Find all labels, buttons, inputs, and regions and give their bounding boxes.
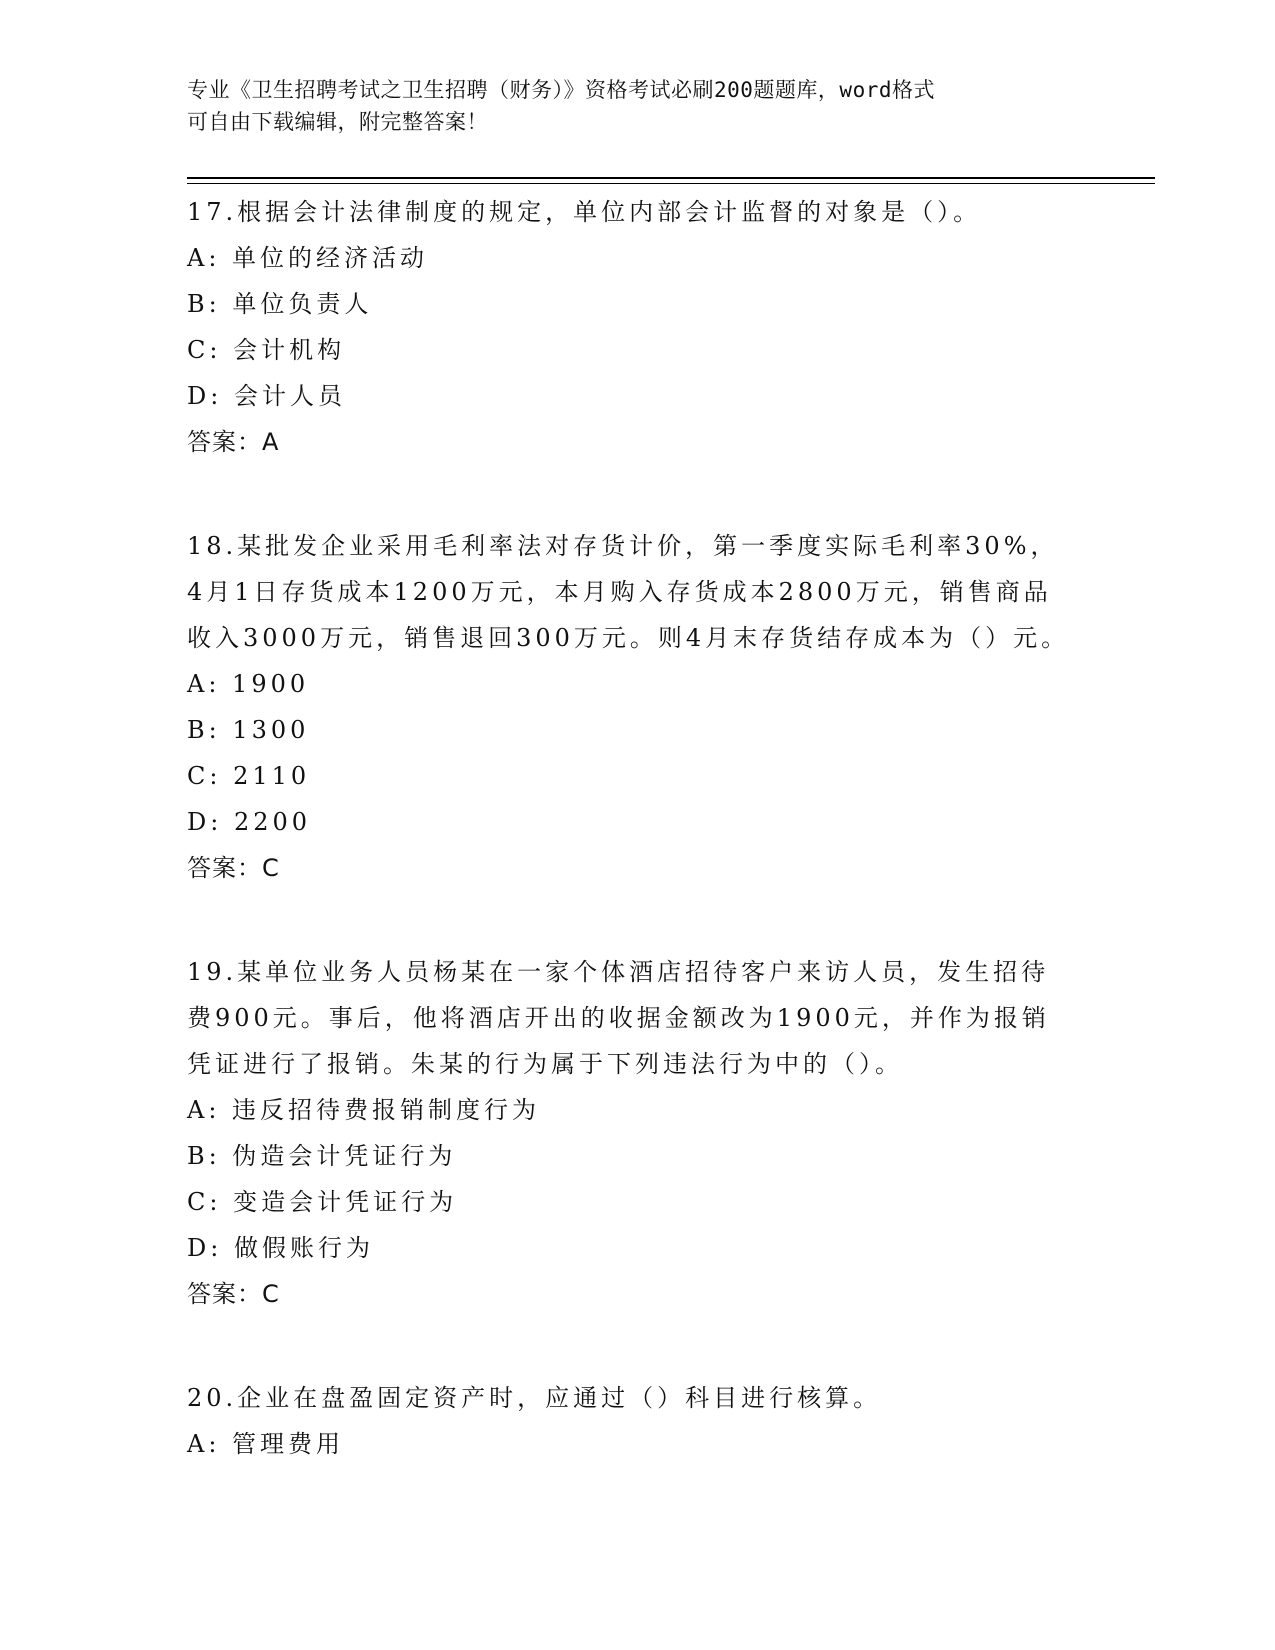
answer: 答案：C [187, 1280, 280, 1308]
answer: 答案：C [187, 854, 280, 882]
option-c: C: 变造会计凭证行为 [187, 1188, 458, 1216]
option-d: D: 2200 [187, 808, 312, 836]
option-a: A: 管理费用 [187, 1430, 345, 1458]
option-b: B: 1300 [187, 716, 310, 744]
question-stem: 20.企业在盘盈固定资产时，应通过（）科目进行核算。 [187, 1384, 882, 1412]
header-line-1: 专业《卫生招聘考试之卫生招聘（财务）》资格考试必刷200题题库，word格式 [187, 78, 935, 102]
option-a: A: 1900 [187, 670, 310, 698]
option-d: D: 做假账行为 [187, 1234, 374, 1262]
option-b: B: 单位负责人 [187, 290, 373, 318]
question-stem: 18.某批发企业采用毛利率法对存货计价，第一季度实际毛利率30%，4月1日存货成本1200万元，本月购入存货成本2800万元，销售商品收入3000万元，销售退回300万元。则4月末存货结存成本为（）元。 [187, 532, 1070, 652]
option-d: D: 会计人员 [187, 382, 346, 410]
question-stem: 19.某单位业务人员杨某在一家个体酒店招待客户来访人员，发生招待费900元。事后，他将酒店开出的收据金额改为1900元，并作为报销凭证进行了报销。朱某的行为属于下列违法行为中的（）。 [187, 958, 1050, 1078]
question-18 [187, 523, 1077, 891]
document-header [187, 74, 1067, 138]
header-line-2: 可自由下载编辑，附完整答案！ [187, 110, 488, 134]
question-list [187, 189, 1077, 1525]
answer: 答案：A [187, 428, 280, 456]
question-19 [187, 949, 1077, 1317]
option-c: C: 2110 [187, 762, 311, 790]
question-17 [187, 189, 1077, 465]
option-a: A: 违反招待费报销制度行为 [187, 1096, 541, 1124]
header-divider-thick [187, 177, 1155, 179]
option-a: A: 单位的经济活动 [187, 244, 429, 272]
question-stem: 17.根据会计法律制度的规定，单位内部会计监督的对象是（）。 [187, 198, 982, 226]
option-c: C: 会计机构 [187, 336, 346, 364]
option-b: B: 伪造会计凭证行为 [187, 1142, 457, 1170]
header-divider-thin [187, 183, 1155, 184]
question-20 [187, 1375, 1077, 1467]
